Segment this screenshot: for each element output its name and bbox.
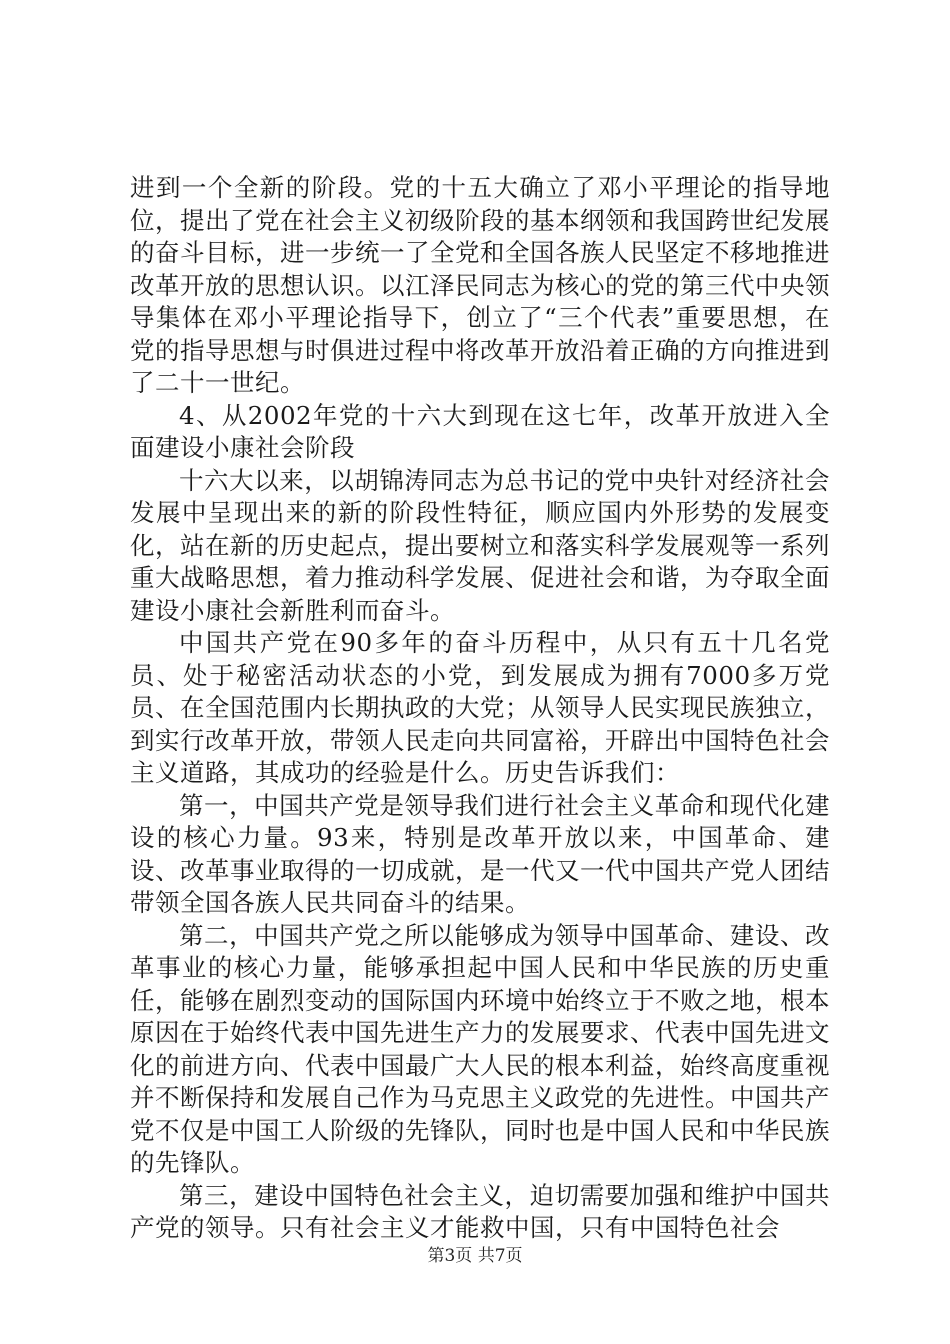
document-body — [130, 172, 830, 1245]
page-number-footer: 第3页 共7页 — [427, 1246, 523, 1266]
paragraph: 十六大以来，以胡锦涛同志为总书记的党中央针对经济社会发展中呈现出来的新的阶段性特征，顺应国内外形势的发展变化，站在新的历史起点，提出要树立和落实科学发展观等一系列重大战略思想，着力推动科学发展、促进社会和谐，为夺取全面建设小康社会新胜利而奋斗。 — [130, 465, 830, 625]
paragraph: 中国共产党在90多年的奋斗历程中，从只有五十几名党员、处于秘密活动状态的小党，到发展成为拥有7000多万党员、在全国范围内长期执政的大党；从领导人民实现民族独立，到实行改革开放，带领人民走向共同富裕，开辟出中国特色社会主义道路，其成功的经验是什么。历史告诉我们： — [130, 628, 830, 787]
paragraph: 第一，中国共产党是领导我们进行社会主义革命和现代化建设的核心力量。93来，特别是改革开放以来，中国革命、建设、改革事业取得的一切成就，是一代又一代中国共产党人团结带领全国各族人民共同奋斗的结果。 — [130, 790, 830, 917]
paragraph: 第三，建设中国特色社会主义，迫切需要加强和维护中国共产党的领导。只有社会主义才能救中国，只有中国特色社会 — [130, 1180, 830, 1242]
paragraph: 第二，中国共产党之所以能够成为领导中国革命、建设、改革事业的核心力量，能够承担起中国人民和中华民族的历史重任，能够在剧烈变动的国际国内环境中始终立于不败之地，根本原因在于始终代表中国先进生产力的发展要求、代表中国先进文化的前进方向、代表中国最广大人民的根本利益，始终高度重视并不断保持和发展自己作为马克思主义政党的先进性。中国共产党不仅是中国工人阶级的先锋队，同时也是中国人民和中华民族的先锋队。 — [130, 920, 830, 1177]
paragraph: 进到一个全新的阶段。党的十五大确立了邓小平理论的指导地位，提出了党在社会主义初级阶段的基本纲领和我国跨世纪发展的奋斗目标，进一步统一了全党和全国各族人民坚定不移地推进改革开放的思想认识。以江泽民同志为核心的党的第三代中央领导集体在邓小平理论指导下，创立了“三个代表”重要思想，在党的指导思想与时俱进过程中将改革开放沿着正确的方向推进到了二十一世纪。 — [130, 173, 830, 397]
paragraph: 4、从2002年党的十六大到现在这七年，改革开放进入全面建设小康社会阶段 — [130, 400, 830, 462]
